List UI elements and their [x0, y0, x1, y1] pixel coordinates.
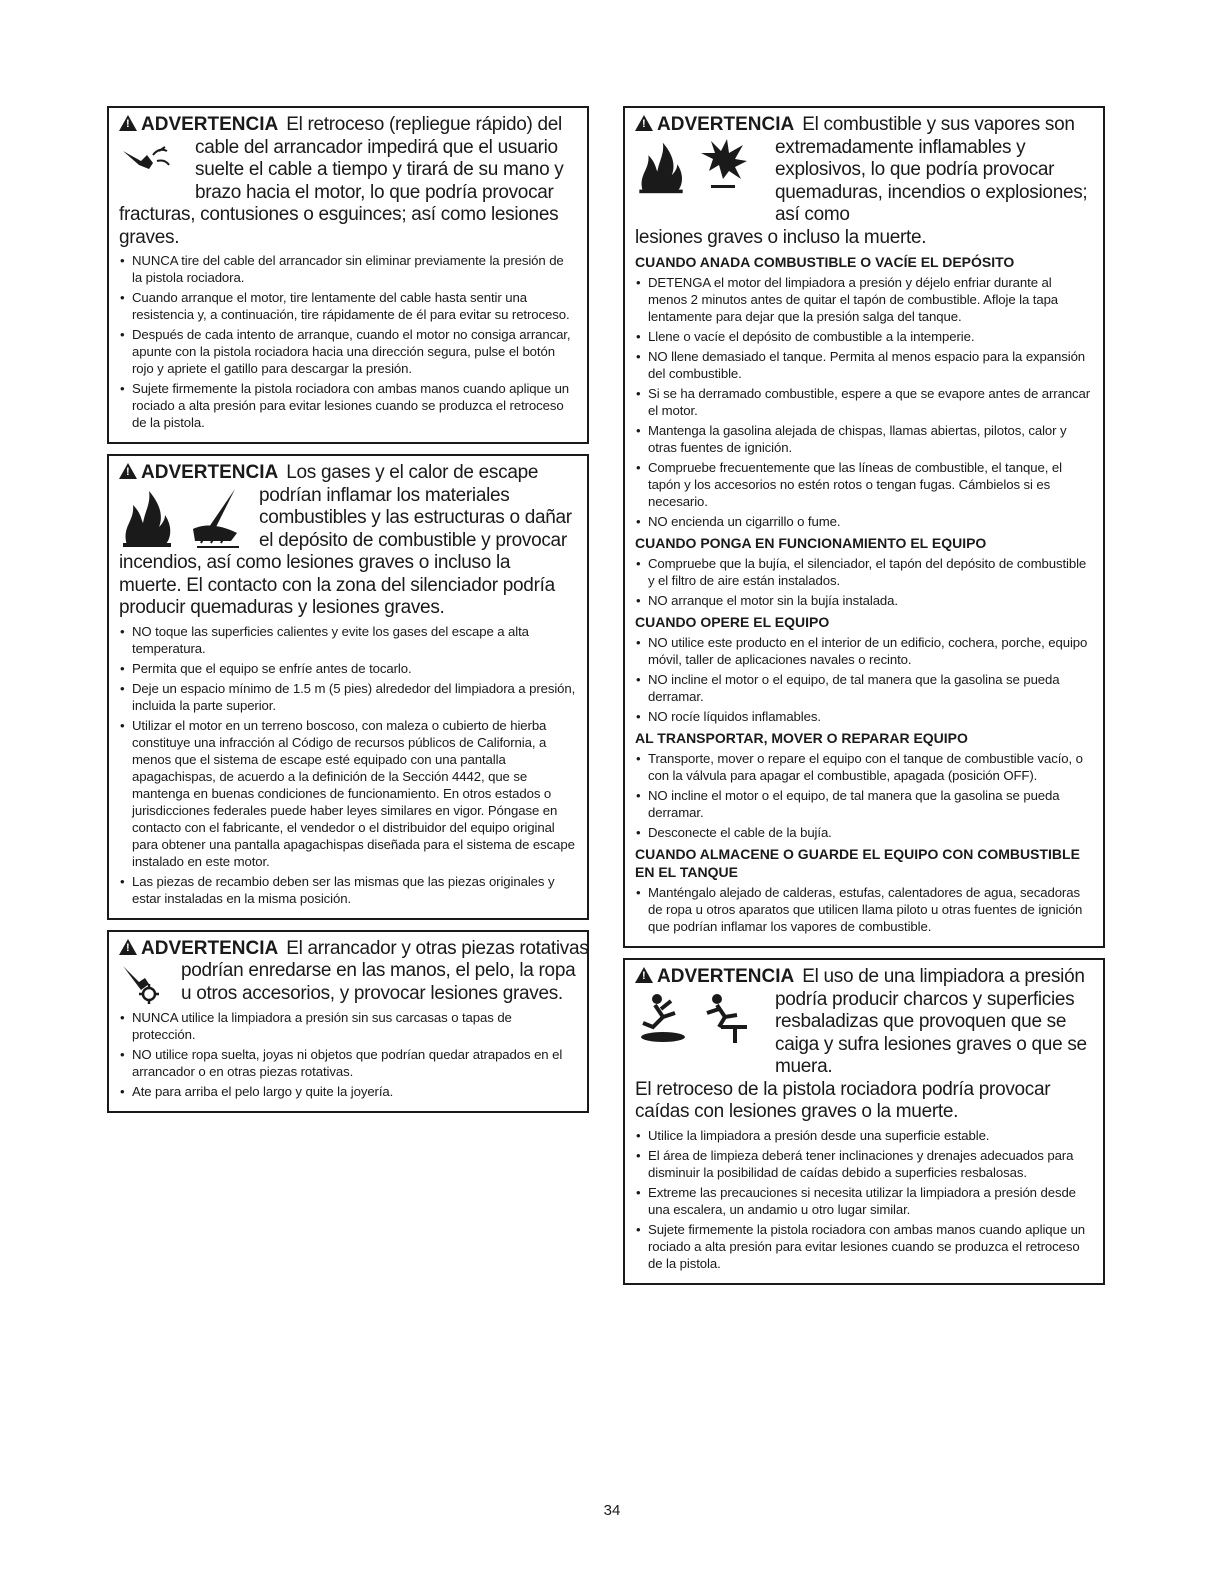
bullet-list — [119, 1009, 577, 1100]
bullet-list — [635, 750, 1093, 841]
list-item: • Compruebe que la bujía, el silenciador, el tapón del depósito de combustible y el filtro de aire están instalados. — [635, 555, 1093, 589]
bullet-list — [119, 252, 577, 431]
warning-continued-text: El retroceso de la pistola rociadora podría provocar caídas con lesiones graves o la muerte. — [635, 1078, 1051, 1122]
bullet-list — [635, 274, 1093, 530]
fall-icon — [699, 991, 753, 1045]
list-item: • NO utilice ropa suelta, joyas ni objetos que podrían quedar atrapados en el arrancador o en otras piezas rotativas. — [119, 1046, 577, 1080]
list-item: • Utilizar el motor en un terreno boscoso, con maleza o cubierto de hierba constituye una infracción al Código de recursos públicos de California, a menos que el sistema de escape esté equipado con una pantalla apagachispas, de acuerdo a la definición de la Sección 4442, que se mantenga en buenas condiciones de funcionamiento. En otros estados o jurisdicciones federales puede haber leyes similares en vigor. Póngase en contacto con el fabricante, el vendedor o el distribuidor del equipo original para obtener una pantalla apagachispas diseñada para el sistema de escape instalado en este motor. — [119, 717, 577, 870]
warning-lead-text: Los gases y el calor de escape — [286, 462, 539, 483]
list-item: • NUNCA tire del cable del arrancador sin eliminar previamente la presión de la pistola rociadora. — [119, 252, 577, 286]
warning-label: ADVERTENCIA — [141, 114, 279, 135]
explosion-icon — [697, 139, 749, 195]
fire-icon — [119, 487, 175, 549]
section-title: CUANDO ANADA COMBUSTIBLE O VACÍE EL DEPÓSITO — [635, 254, 1015, 270]
warning-box-recoil — [107, 106, 589, 444]
list-item: • NO llene demasiado el tanque. Permita al menos espacio para la expansión del combustible. — [635, 348, 1093, 382]
warning-box-fuel — [623, 106, 1105, 948]
right-column — [623, 106, 1105, 1295]
list-item: • Llene o vacíe el depósito de combustible a la intemperie. — [635, 328, 1093, 345]
warning-label: ADVERTENCIA — [141, 937, 279, 959]
list-item: • El área de limpieza deberá tener inclinaciones y drenajes adecuados para disminuir la posibilidad de caídas debido a superficies resbalosas. — [635, 1147, 1093, 1181]
warning-triangle-icon — [119, 939, 137, 955]
list-item: • Las piezas de recambio deben ser las mismas que las piezas originales y estar instaladas en la misma posición. — [119, 873, 577, 907]
warning-continued-text: lesiones graves o incluso la muerte. — [635, 226, 927, 248]
list-item: • Utilice la limpiadora a presión desde una superficie estable. — [635, 1127, 1093, 1144]
list-item: • DETENGA el motor del limpiadora a presión y déjelo enfriar durante al menos 2 minutos antes de quitar el tapón de combustible. Afloje la tapa lentamente para dejar que la presión salga del tanque. — [635, 274, 1093, 325]
warning-header — [635, 966, 1093, 1124]
list-item: • Ate para arriba el pelo largo y quite la joyería. — [119, 1083, 577, 1100]
warning-indented-text: podrían enredarse en las manos, el pelo, la ropa u otros accesorios, y provocar lesiones graves. — [181, 960, 576, 1004]
list-item: • NUNCA utilice la limpiadora a presión sin sus carcasas o tapas de protección. — [119, 1009, 577, 1043]
page-number: 34 — [603, 1502, 621, 1519]
warning-header — [119, 462, 577, 620]
bullet-list — [119, 623, 577, 907]
warning-lead-text: El uso de una limpiadora a presión — [802, 966, 1085, 987]
list-item: • Después de cada intento de arranque, cuando el motor no consiga arrancar, apunte con la pistola rociadora hacia una dirección segura, pulse el botón rojo y apriete el gatillo para descargar la presión. — [119, 326, 577, 377]
warning-continued-text: fracturas, contusiones o esguinces; así como lesiones graves. — [119, 204, 559, 248]
warning-box-rotating-parts — [107, 930, 589, 1114]
warning-lead-text: El retroceso (repliegue rápido) del — [286, 114, 562, 135]
warning-header — [119, 114, 577, 249]
warning-header — [635, 114, 1093, 249]
warning-indented-text: extremadamente inflamables y explosivos, lo que podría provocar quemaduras, incendios o explosiones; así como — [775, 136, 1088, 225]
warning-triangle-icon — [119, 115, 137, 131]
warning-continued-text: incendios, así como lesiones graves o incluso la muerte. El contacto con la zona del silenciador podría producir quemaduras y lesiones graves. — [119, 552, 555, 618]
slip-icon — [635, 991, 689, 1045]
warning-header — [119, 937, 589, 1007]
list-item: • Compruebe frecuentemente que las líneas de combustible, el tanque, el tapón y los accesorios no estén rotos o tengan fugas. Cámbielos si es necesario. — [635, 459, 1093, 510]
list-item: • Manténgalo alejado de calderas, estufas, calentadores de agua, secadoras de ropa u otros aparatos que utilicen llama piloto u otras fuentes de ignición que podrían inflamar los vapores de combustible. — [635, 884, 1093, 935]
bullet-list — [635, 1127, 1093, 1272]
list-item: • Mantenga la gasolina alejada de chispas, llamas abiertas, pilotos, calor y otras fuentes de ignición. — [635, 422, 1093, 456]
warning-triangle-icon — [635, 967, 653, 983]
list-item: • Extreme las precauciones si necesita utilizar la limpiadora a presión desde una escalera, un andamio u otro lugar similar. — [635, 1184, 1093, 1218]
fire-icon — [635, 139, 687, 195]
warning-indented-text: cable del arrancador impedirá que el usuario suelte el cable a tiempo y tirará de su mano y brazo hacia el motor, lo que podría provocar — [195, 136, 564, 203]
list-item: • NO arranque el motor sin la bujía instalada. — [635, 592, 1093, 609]
list-item: • NO utilice este producto en el interior de un edificio, cochera, porche, equipo móvil, taller de aplicaciones navales o recinto. — [635, 634, 1093, 668]
warning-indented-text: podría producir charcos y superficies resbaladizas que provoquen que se caiga y sufra lesiones graves o que se muera. — [775, 988, 1087, 1077]
warning-lead-text: El combustible y sus vapores son — [802, 114, 1075, 135]
section-title: AL TRANSPORTAR, MOVER O REPARAR EQUIPO — [635, 730, 968, 746]
warning-label: ADVERTENCIA — [141, 462, 279, 483]
hot-surface-icon — [185, 487, 245, 549]
warning-triangle-icon — [119, 463, 137, 479]
list-item: • Desconecte el cable de la bujía. — [635, 824, 1093, 841]
list-item: • NO incline el motor o el equipo, de tal manera que la gasolina se pueda derramar. — [635, 787, 1093, 821]
list-item: • Sujete firmemente la pistola rociadora con ambas manos cuando aplique un rociado a alta presión para evitar lesiones cuando se produzca el retroceso de la pistola. — [119, 380, 577, 431]
left-column — [107, 106, 589, 1123]
list-item: • Transporte, mover o repare el equipo con el tanque de combustible vacío, o con la válvula para apagar el combustible, apagada (posición OFF). — [635, 750, 1093, 784]
recoil-hand-icon — [119, 139, 179, 179]
warning-triangle-icon — [635, 115, 653, 131]
list-item: • Sujete firmemente la pistola rociadora con ambas manos cuando aplique un rociado a alta presión para evitar lesiones cuando se produzca el retroceso de la pistola. — [635, 1221, 1093, 1272]
bullet-list — [635, 634, 1093, 725]
list-item: • NO toque las superficies calientes y evite los gases del escape a alta temperatura. — [119, 623, 577, 657]
list-item: • Si se ha derramado combustible, espere a que se evapore antes de arrancar el motor. — [635, 385, 1093, 419]
section-title: CUANDO PONGA EN FUNCIONAMIENTO EL EQUIPO — [635, 535, 987, 551]
list-item: • NO rocíe líquidos inflamables. — [635, 708, 1093, 725]
bullet-list — [635, 555, 1093, 609]
list-item: • Deje un espacio mínimo de 1.5 m (5 pies) alrededor del limpiadora a presión, incluida la parte superior. — [119, 680, 577, 714]
warning-label: ADVERTENCIA — [657, 114, 795, 135]
entanglement-icon — [119, 962, 163, 1006]
bullet-list — [635, 884, 1093, 935]
warning-label: ADVERTENCIA — [657, 966, 795, 987]
section-title: CUANDO ALMACENE O GUARDE EL EQUIPO CON COMBUSTIBLE EN EL TANQUE — [635, 846, 1080, 880]
list-item: • NO incline el motor o el equipo, de tal manera que la gasolina se pueda derramar. — [635, 671, 1093, 705]
warning-lead-text: El arrancador y otras piezas rotativas — [286, 937, 589, 959]
list-item: • Cuando arranque el motor, tire lentamente del cable hasta sentir una resistencia y, a continuación, tire rápidamente de él para evitar su retroceso. — [119, 289, 577, 323]
section-title: CUANDO OPERE EL EQUIPO — [635, 614, 830, 630]
list-item: • NO encienda un cigarrillo o fume. — [635, 513, 1093, 530]
warning-indented-text: podrían inflamar los materiales combustibles y las estructuras o dañar el depósito de combustible y provocar — [259, 484, 572, 551]
warning-box-exhaust — [107, 454, 589, 920]
list-item: • Permita que el equipo se enfríe antes de tocarlo. — [119, 660, 577, 677]
warning-box-slip — [623, 958, 1105, 1285]
